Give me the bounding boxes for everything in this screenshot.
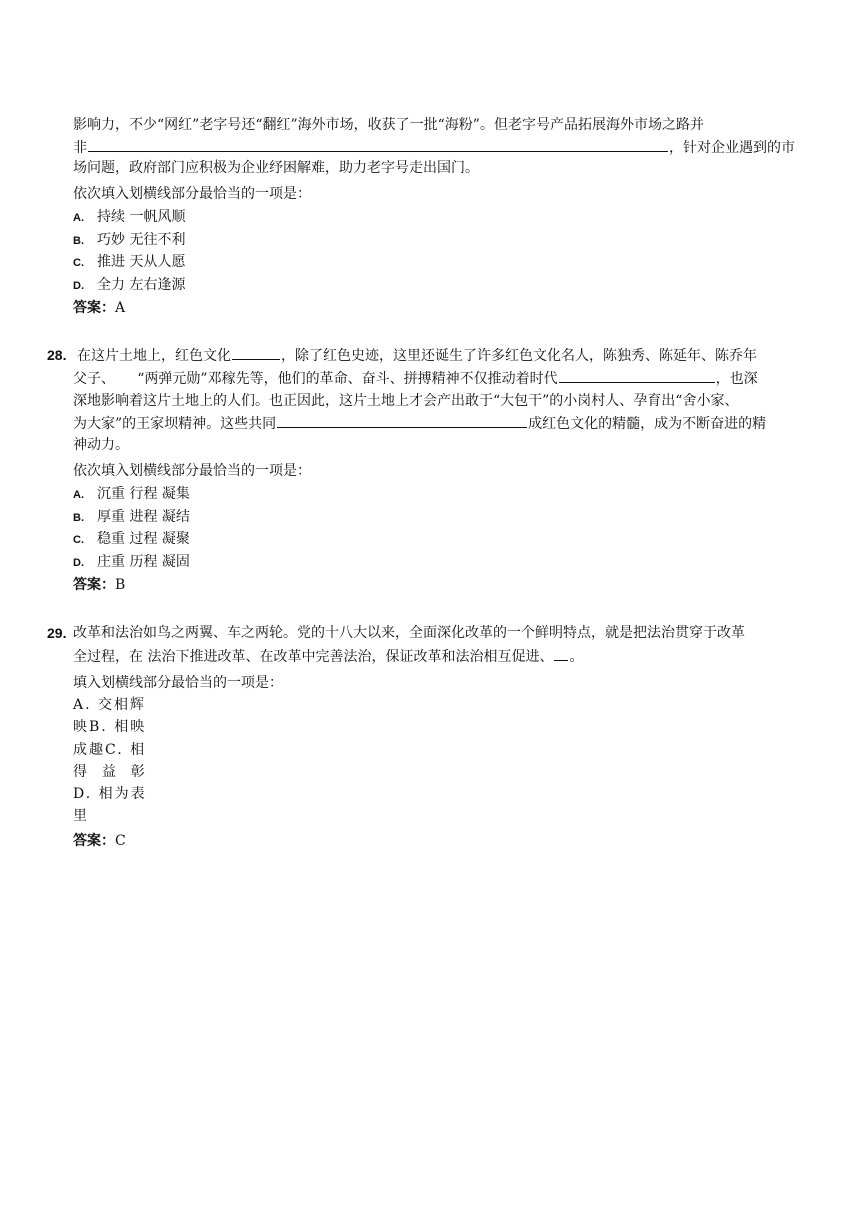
option-text: 全力 左右逢源 bbox=[97, 277, 186, 293]
answer-label: 答案： bbox=[73, 577, 115, 593]
option-text: 庄重 历程 凝固 bbox=[97, 554, 190, 570]
q27-line-2-start: 非 bbox=[73, 140, 87, 156]
option-text: 稳重 过程 凝聚 bbox=[97, 531, 190, 547]
q27-option-b bbox=[73, 230, 185, 251]
q28-line-3: 深地影响着这片土地上的人们。也正因此，这片土地上才会产出敢于“大包干”的小岗村人、孕育出“舍小家、 bbox=[73, 393, 739, 409]
q28-option-c bbox=[73, 529, 190, 550]
q29-option-line-2: 映B. 相映 bbox=[73, 719, 147, 735]
q28-line-2 bbox=[73, 368, 758, 389]
q29-line-1: 改革和法治如鸟之两翼、车之两轮。党的十八大以来，全面深化改革的一个鲜明特点，就是把法治贯穿于改革 bbox=[73, 625, 745, 641]
option-letter: C. bbox=[73, 534, 84, 546]
q29-line-2a: 全过程，在 法治下推进改革、在改革中完善法治，保证改革和法治相互促进、 bbox=[73, 649, 554, 665]
q29-line-2b: 。 bbox=[569, 649, 584, 665]
q29-option-line-5: D. 相为表 bbox=[73, 786, 147, 802]
q28-line-2a: 父子、 “两弹元勋”邓稼先等，他们的革命、奋斗、拼搏精神不仅推动着时代 bbox=[73, 371, 558, 387]
q28-line-4a: 为大家”的王家坝精神。这些共同 bbox=[73, 416, 277, 432]
q28-option-a bbox=[73, 484, 190, 505]
option-letter: D. bbox=[73, 557, 84, 569]
option-text: 巧妙 无往不利 bbox=[97, 232, 186, 248]
q27-line-2 bbox=[73, 137, 795, 158]
q29-line-2 bbox=[73, 646, 583, 667]
q28-line-1b: ，除了红色史迹，这里还诞生了许多红色文化名人，陈独秀、陈延年、陈乔年 bbox=[281, 348, 757, 364]
answer-value: C bbox=[115, 833, 126, 849]
q29-number: 29. bbox=[47, 625, 67, 641]
q28-answer bbox=[73, 575, 125, 595]
q28-line-2b: ，也深 bbox=[715, 371, 758, 387]
q29-answer bbox=[73, 831, 126, 851]
q29-option-line-6: 里 bbox=[73, 808, 89, 824]
option-letter: A. bbox=[73, 489, 84, 501]
q29-option-line-1: A. 交相辉 bbox=[73, 697, 147, 713]
q28-line-1a: 在这片土地上，红色文化 bbox=[77, 348, 231, 364]
option-letter: B. bbox=[73, 512, 84, 524]
q28-line-1 bbox=[77, 345, 757, 366]
q27-prompt: 依次填入划横线部分最恰当的一项是： bbox=[73, 186, 311, 202]
q28-line-4b: 成红色文化的精髓，成为不断奋进的精 bbox=[528, 416, 767, 432]
q28-prompt: 依次填入划横线部分最恰当的一项是： bbox=[73, 463, 311, 479]
option-letter: A. bbox=[73, 212, 84, 224]
answer-label: 答案： bbox=[73, 300, 115, 316]
q27-option-c bbox=[73, 252, 185, 273]
q28-line-5: 神动力。 bbox=[73, 437, 129, 453]
q27-line-3: 场问题，政府部门应积极为企业纾困解难，助力老字号走出国门。 bbox=[73, 160, 479, 176]
q28-option-b bbox=[73, 507, 190, 528]
option-letter: C. bbox=[73, 257, 84, 269]
q27-option-a bbox=[73, 207, 185, 228]
option-letter: D. bbox=[73, 280, 84, 292]
q28-number: 28. bbox=[47, 347, 67, 363]
q27-line-2-end: ，针对企业遇到的市 bbox=[669, 140, 795, 156]
answer-value: B bbox=[115, 577, 126, 593]
answer-label: 答案： bbox=[73, 833, 115, 849]
q28-option-d bbox=[73, 552, 190, 573]
q27-option-d bbox=[73, 275, 185, 296]
q29-option-line-3: 成趣C. 相 bbox=[73, 742, 147, 758]
answer-blank bbox=[554, 646, 568, 661]
option-text: 沉重 行程 凝集 bbox=[97, 486, 190, 502]
q28-line-4 bbox=[73, 413, 766, 434]
answer-value: A bbox=[115, 300, 126, 316]
answer-blank bbox=[277, 413, 527, 428]
q27-line-1: 影响力，不少“网红”老字号还“翻红”海外市场，收获了一批“海粉”。但老字号产品拓展海外市场之路并 bbox=[73, 117, 704, 133]
q29-option-line-4: 得 益 彰 bbox=[73, 764, 147, 780]
q29-prompt: 填入划横线部分最恰当的一项是： bbox=[73, 675, 283, 691]
answer-blank bbox=[232, 345, 280, 360]
option-text: 持续 一帆风顺 bbox=[97, 209, 186, 225]
q27-answer bbox=[73, 298, 125, 318]
option-text: 推进 天从人愿 bbox=[97, 254, 186, 270]
answer-blank bbox=[559, 368, 715, 383]
option-text: 厚重 进程 凝结 bbox=[97, 509, 190, 525]
answer-blank bbox=[88, 137, 668, 152]
option-letter: B. bbox=[73, 235, 84, 247]
